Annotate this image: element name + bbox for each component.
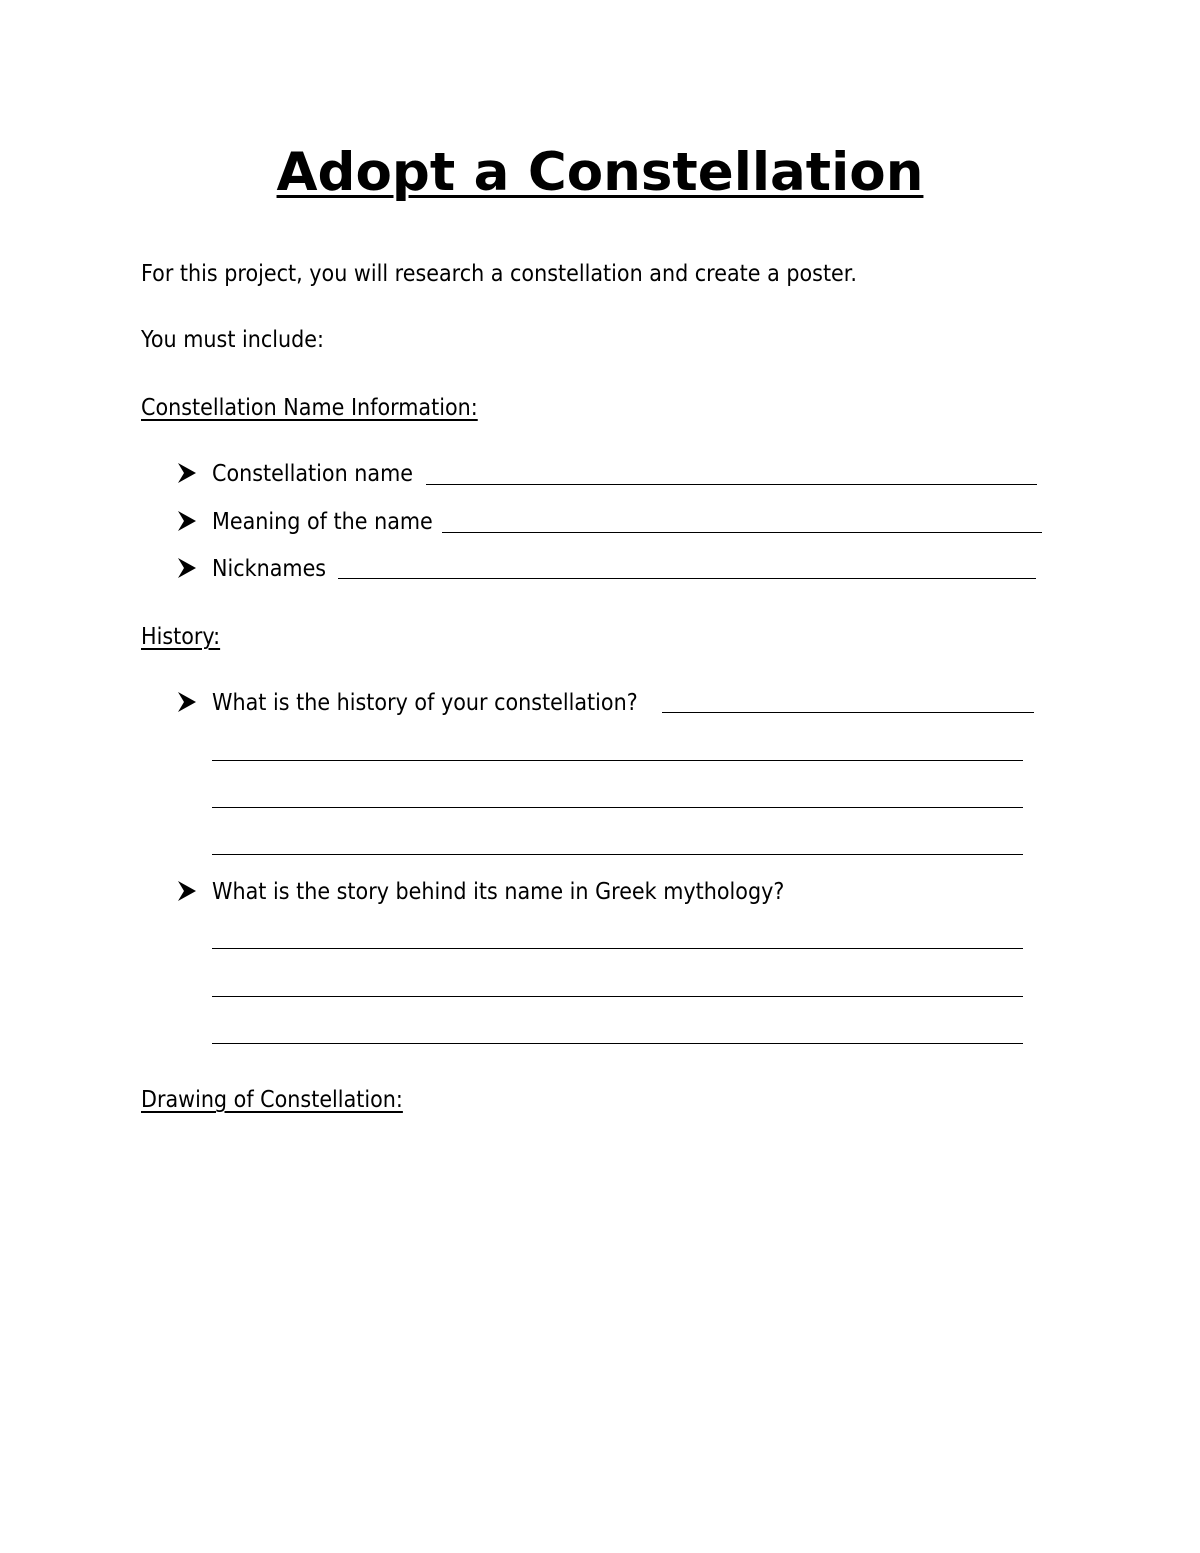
nicknames-answer-line[interactable] xyxy=(338,578,1036,579)
history-heading: History: xyxy=(141,624,221,650)
drawing-area[interactable] xyxy=(141,1130,1059,1510)
history-answer-line[interactable] xyxy=(212,760,1023,761)
history-answer-line[interactable] xyxy=(662,712,1034,713)
mythology-question-label: What is the story behind its name in Greek mythology? xyxy=(212,879,785,905)
history-question-label: What is the history of your constellation? xyxy=(212,690,638,716)
mythology-answer-line[interactable] xyxy=(212,996,1023,997)
item-meaning-label: Meaning of the name xyxy=(212,509,433,535)
history-answer-line[interactable] xyxy=(212,807,1023,808)
name-info-heading: Constellation Name Information: xyxy=(141,395,478,421)
must-include-text: You must include: xyxy=(141,327,324,353)
constellation-name-answer-line[interactable] xyxy=(426,484,1037,485)
history-answer-line[interactable] xyxy=(212,854,1023,855)
arrowhead-bullet-icon xyxy=(177,880,197,902)
item-constellation-name-label: Constellation name xyxy=(212,461,414,487)
drawing-heading: Drawing of Constellation: xyxy=(141,1087,403,1113)
mythology-answer-line[interactable] xyxy=(212,948,1023,949)
page-title: Adopt a Constellation xyxy=(276,142,924,203)
arrowhead-bullet-icon xyxy=(177,462,197,484)
meaning-answer-line[interactable] xyxy=(442,532,1042,533)
arrowhead-bullet-icon xyxy=(177,691,197,713)
item-nicknames-label: Nicknames xyxy=(212,556,327,582)
intro-text: For this project, you will research a constellation and create a poster. xyxy=(141,261,857,287)
arrowhead-bullet-icon xyxy=(177,557,197,579)
mythology-answer-line[interactable] xyxy=(212,1043,1023,1044)
arrowhead-bullet-icon xyxy=(177,510,197,532)
